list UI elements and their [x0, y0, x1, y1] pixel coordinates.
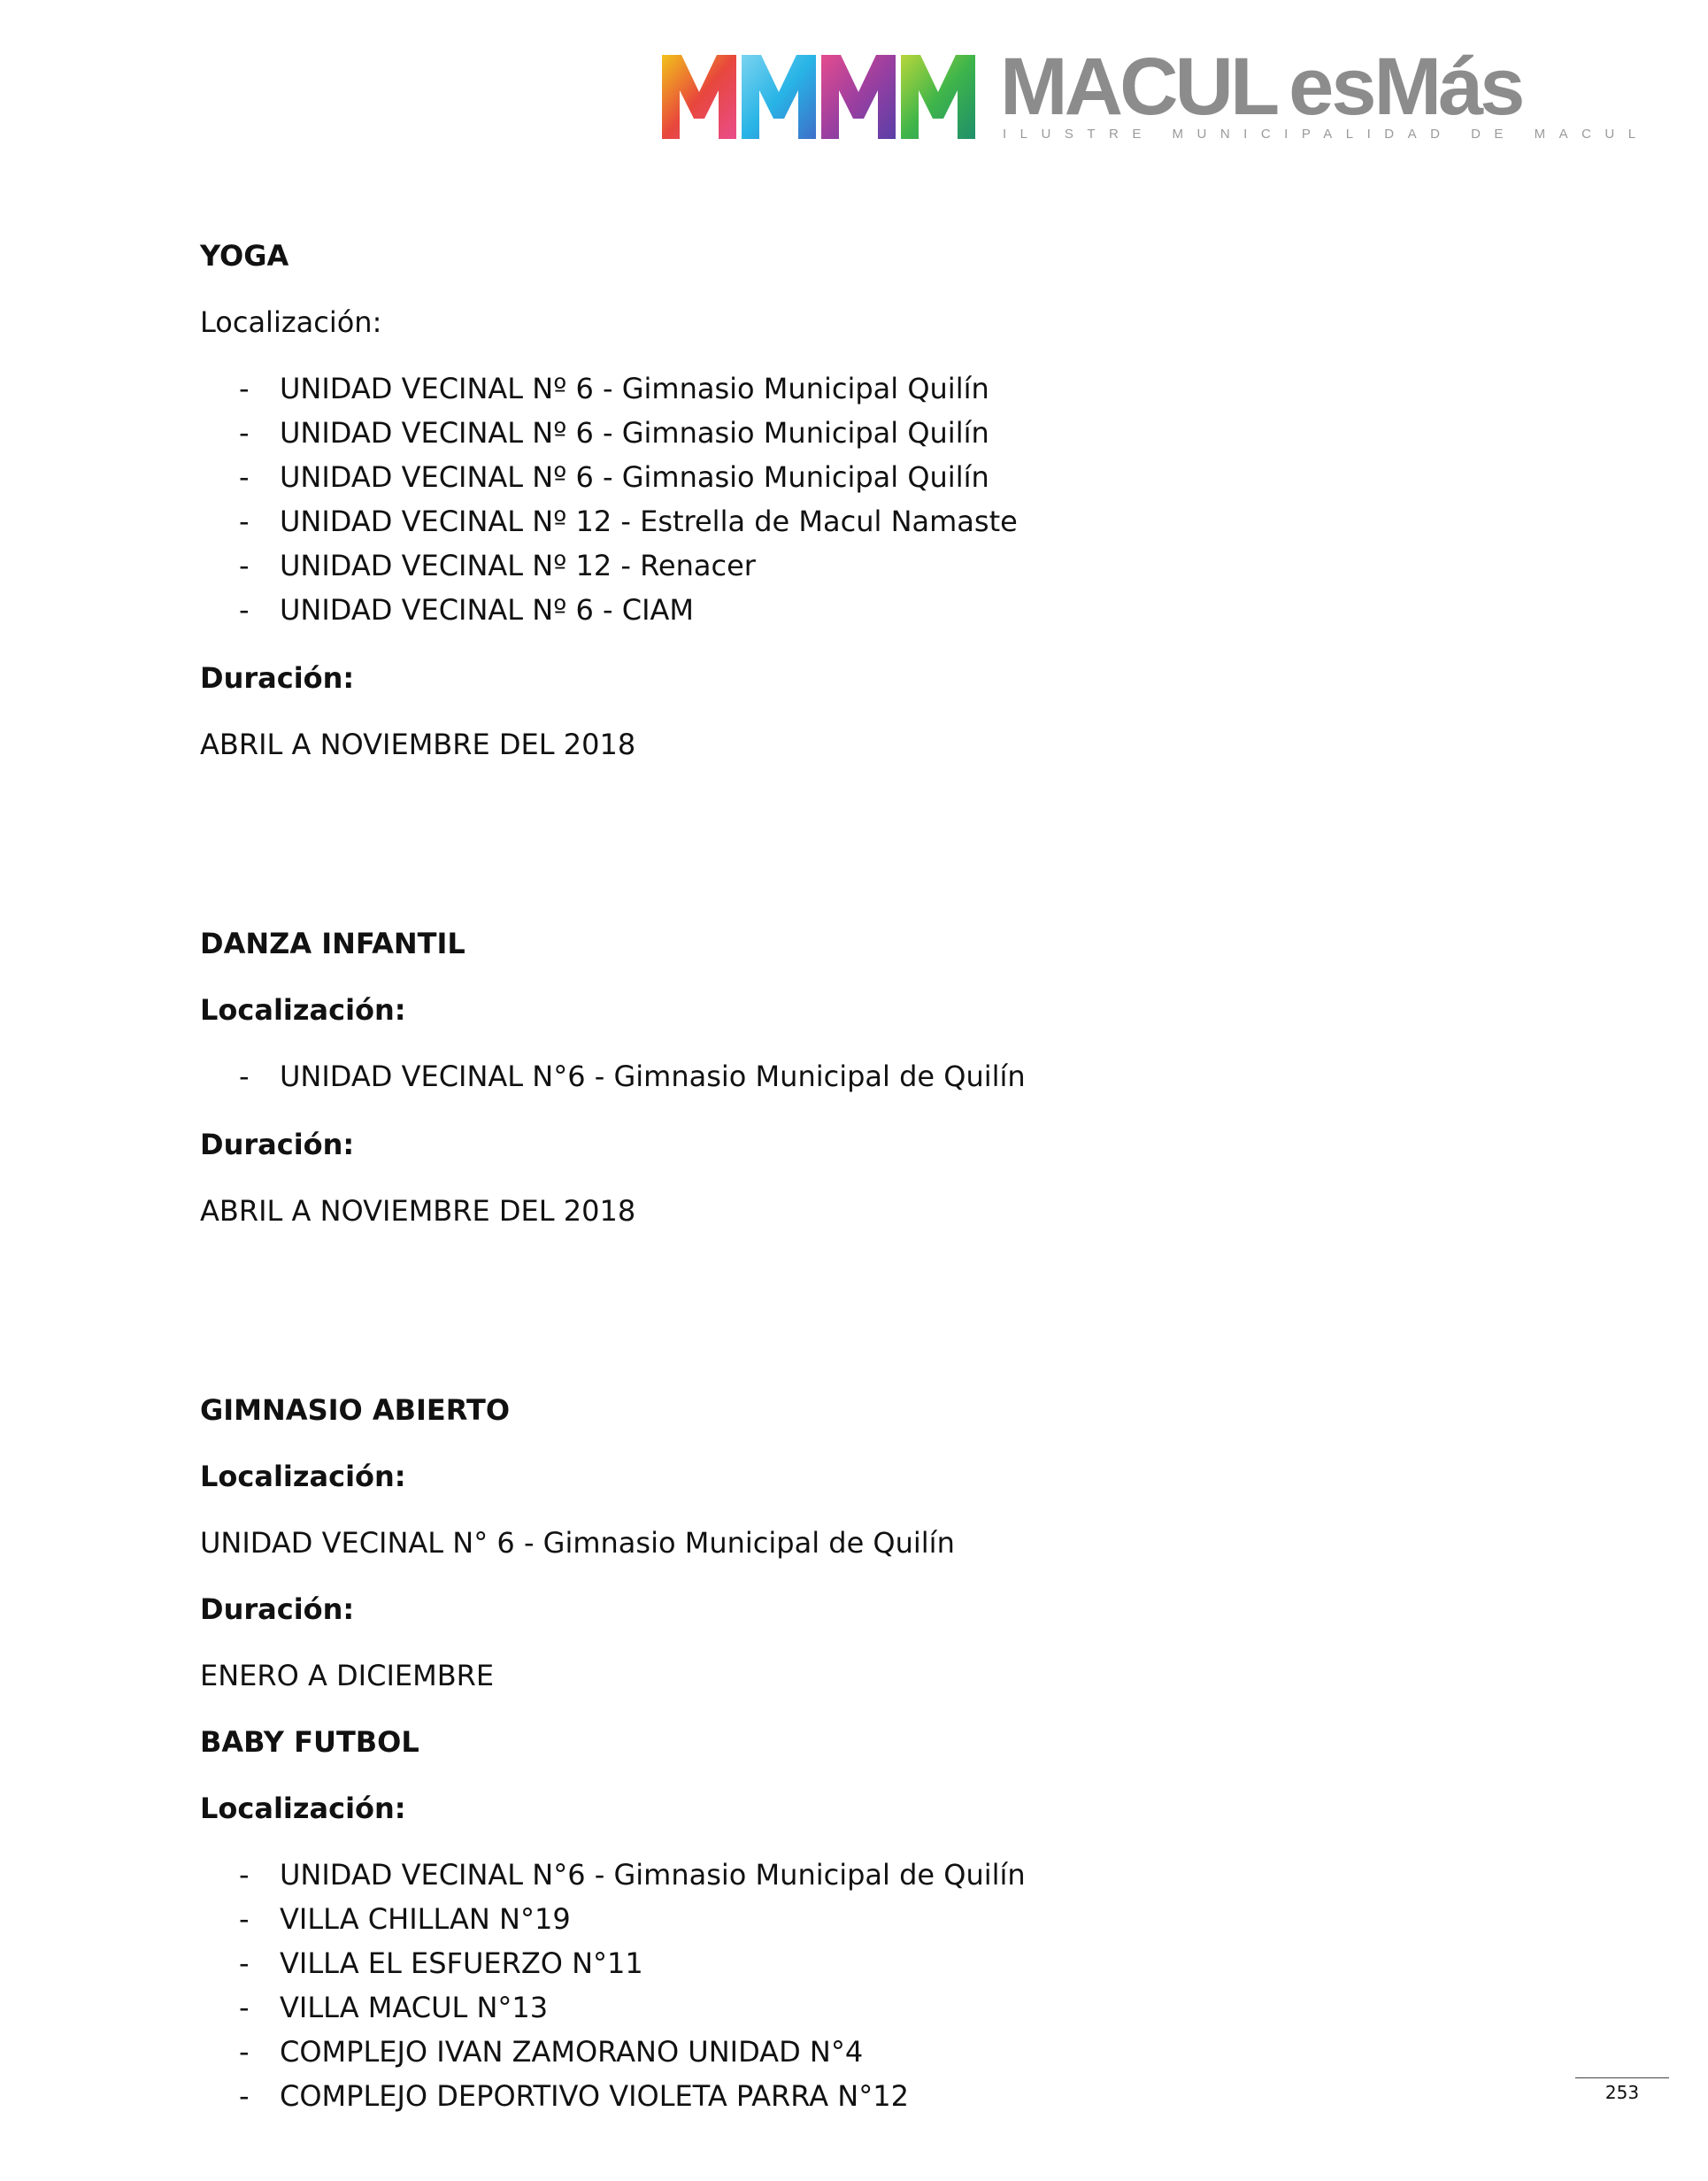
location-label: Localización:: [200, 305, 382, 339]
section-baby-futbol: [200, 1721, 1439, 2119]
duration-label: Duración:: [200, 1128, 355, 1161]
section-title: BABY FUTBOL: [200, 1725, 419, 1759]
list-marker: -: [239, 2079, 250, 2113]
logo-wordmark: [1000, 42, 1522, 132]
duration-label: Duración:: [200, 1592, 355, 1626]
list-marker: -: [239, 460, 250, 494]
list-item: [200, 1898, 1439, 1942]
section-spacer: [200, 1256, 1439, 1389]
list-item: [200, 1055, 1439, 1099]
location-value: UNIDAD VECINAL N° 6 - Gimnasio Municipal de Quilín: [200, 1526, 955, 1560]
list-item: [200, 589, 1439, 633]
section-spacer: [200, 790, 1439, 922]
list-item-text: UNIDAD VECINAL Nº 12 - Estrella de Macul Namaste: [280, 505, 1018, 538]
location-label: Localización:: [200, 1792, 406, 1825]
list-item: [200, 2075, 1439, 2119]
list-item-text: UNIDAD VECINAL Nº 6 - Gimnasio Municipal Quilín: [280, 372, 989, 405]
list-marker: -: [239, 2035, 250, 2069]
list-item: [200, 1942, 1439, 1986]
location-list: [200, 367, 1439, 633]
duration-value: ABRIL A NOVIEMBRE DEL 2018: [200, 728, 636, 761]
location-list: [200, 1853, 1439, 2119]
location-list: [200, 1055, 1439, 1099]
list-item-text: UNIDAD VECINAL Nº 6 - Gimnasio Municipal Quilín: [280, 416, 989, 450]
list-item: [200, 456, 1439, 500]
list-marker: -: [239, 1060, 250, 1093]
list-item-text: VILLA MACUL N°13: [280, 1991, 549, 2024]
list-item: [200, 500, 1439, 544]
location-label: Localización:: [200, 1460, 406, 1493]
list-item: [200, 544, 1439, 589]
list-item: [200, 1986, 1439, 2031]
list-marker: -: [239, 593, 250, 627]
duration-value: ENERO A DICIEMBRE: [200, 1659, 495, 1692]
list-marker: -: [239, 1858, 250, 1892]
footer-rule: [1575, 2077, 1669, 2078]
list-item-text: UNIDAD VECINAL Nº 6 - CIAM: [280, 593, 695, 627]
list-item-text: UNIDAD VECINAL Nº 6 - Gimnasio Municipal Quilín: [280, 460, 989, 494]
list-marker: -: [239, 1946, 250, 1980]
wordmark-mas: Más: [1373, 42, 1522, 132]
section-title: DANZA INFANTIL: [200, 927, 465, 960]
list-item: [200, 2031, 1439, 2075]
section-title: GIMNASIO ABIERTO: [200, 1393, 511, 1427]
logo-tagline: ILUSTRE MUNICIPALIDAD DE MACUL: [1003, 127, 1650, 142]
list-item-text: VILLA CHILLAN N°19: [280, 1902, 571, 1936]
logo-m-marks: [662, 55, 976, 139]
wordmark-es: es: [1289, 42, 1374, 132]
section-gimnasio-abierto: [200, 1389, 1439, 1721]
list-item: [200, 367, 1439, 412]
list-marker: -: [239, 505, 250, 538]
location-label: Localización:: [200, 993, 406, 1027]
section-title: YOGA: [200, 239, 289, 273]
wordmark-macul: MACUL: [1000, 42, 1277, 132]
list-item-text: UNIDAD VECINAL N°6 - Gimnasio Municipal de Quilín: [280, 1060, 1026, 1093]
list-item-text: VILLA EL ESFUERZO N°11: [280, 1946, 643, 1980]
page-number: 253: [1604, 2082, 1640, 2103]
section-danza-infantil: [200, 922, 1439, 1256]
list-marker: -: [239, 416, 250, 450]
list-item-text: COMPLEJO IVAN ZAMORANO UNIDAD N°4: [280, 2035, 864, 2069]
list-marker: -: [239, 372, 250, 405]
list-item-text: COMPLEJO DEPORTIVO VIOLETA PARRA N°12: [280, 2079, 909, 2113]
document-body: [200, 235, 1439, 2143]
list-item-text: UNIDAD VECINAL Nº 12 - Renacer: [280, 549, 756, 582]
duration-label: Duración:: [200, 661, 355, 695]
list-marker: -: [239, 1991, 250, 2024]
macul-es-mas-logo: [662, 42, 1650, 150]
list-item-text: UNIDAD VECINAL N°6 - Gimnasio Municipal de Quilín: [280, 1858, 1026, 1892]
list-marker: -: [239, 1902, 250, 1936]
section-yoga: [200, 235, 1439, 790]
list-item: [200, 1853, 1439, 1898]
duration-value: ABRIL A NOVIEMBRE DEL 2018: [200, 1194, 636, 1228]
list-item: [200, 412, 1439, 456]
list-marker: -: [239, 549, 250, 582]
